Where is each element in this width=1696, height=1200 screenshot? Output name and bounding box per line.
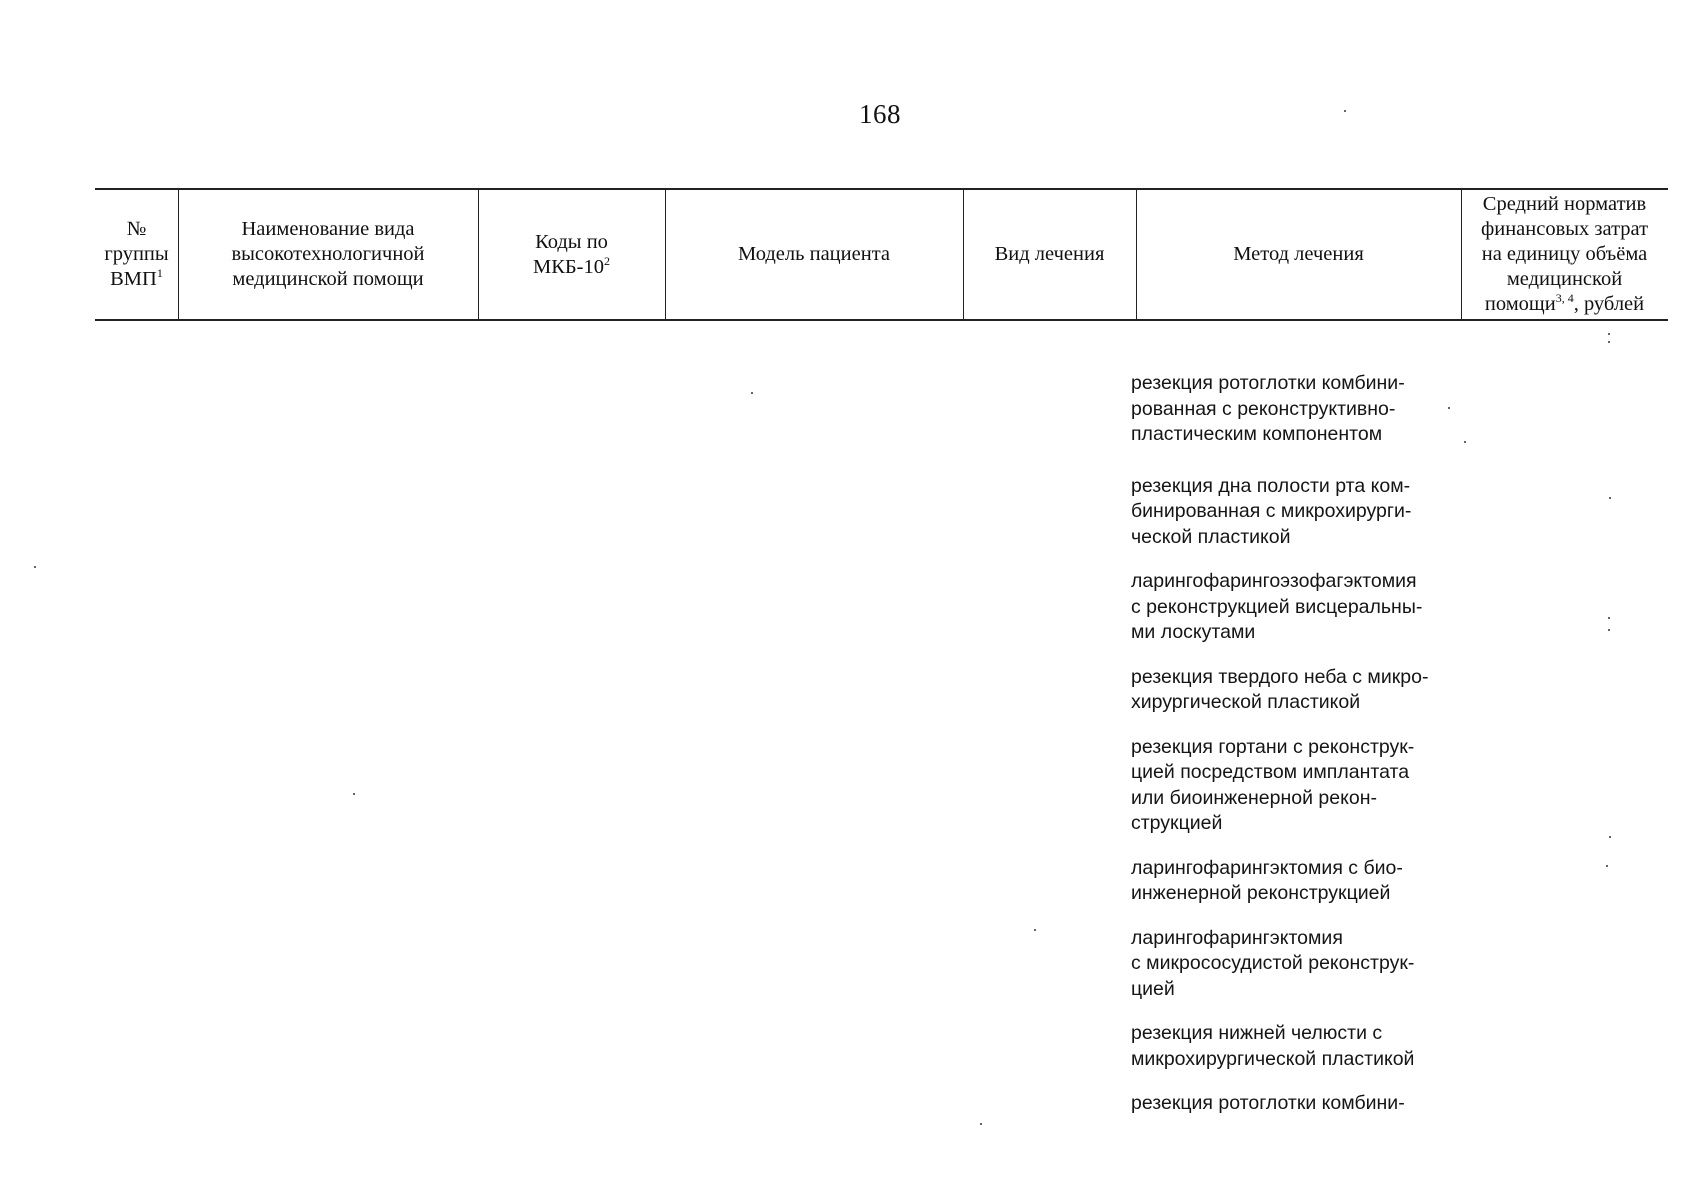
- page-number: 168: [859, 99, 901, 129]
- treatment-method-line: инженерной реконструкцией: [1131, 882, 1391, 904]
- treatment-method-line: рованная с реконструктивно-: [1131, 397, 1396, 420]
- treatment-method-line: ларингофарингэктомия с био-: [1131, 856, 1403, 879]
- treatment-method-item: [1131, 569, 1471, 646]
- header-text-line: [1481, 292, 1648, 317]
- header-text: МКБ-10: [533, 255, 604, 278]
- header-text-line: группы: [104, 243, 169, 265]
- treatment-method-line: ческой пластикой: [1131, 525, 1291, 548]
- header-patient-model: [665, 190, 963, 319]
- header-text-line: [104, 267, 168, 292]
- scan-speck: [1609, 497, 1611, 499]
- treatment-method-line: струкцией: [1131, 812, 1223, 834]
- scan-speck: [1464, 441, 1466, 443]
- header-icd10-codes: [478, 190, 665, 319]
- scan-speck: [1608, 629, 1610, 631]
- scan-speck: [353, 793, 355, 795]
- header-treatment-type: [963, 190, 1136, 319]
- treatment-method-item: [1131, 735, 1471, 837]
- treatment-method-list: [1131, 371, 1471, 1117]
- scan-speck: [980, 1123, 982, 1125]
- treatment-method-line: или биоинженерной рекон-: [1131, 786, 1377, 809]
- treatment-method-line: резекция ротоглотки комбини-: [1131, 1092, 1405, 1114]
- treatment-method-line: ми лоскутами: [1131, 621, 1256, 643]
- treatment-method-line: резекция гортани с реконструк-: [1131, 735, 1415, 758]
- treatment-method-item: [1131, 474, 1471, 551]
- treatment-method-line: хирургической пластикой: [1131, 691, 1361, 713]
- treatment-method-line: пластическим компонентом: [1131, 423, 1383, 445]
- treatment-method-item: [1131, 926, 1471, 1003]
- scan-speck: [34, 566, 36, 568]
- scan-speck: [1034, 929, 1036, 931]
- treatment-method-line: с микрососудистой реконструк-: [1131, 952, 1415, 974]
- header-text-line: высокотехнологичной: [231, 243, 425, 265]
- scan-speck: [751, 392, 753, 394]
- treatment-method-line: резекция дна полости рта ком-: [1131, 474, 1411, 497]
- scan-speck: [1606, 865, 1608, 867]
- header-treatment-type-label: Вид лечения: [994, 243, 1105, 265]
- treatment-method-line: резекция нижней челюсти с: [1131, 1022, 1383, 1044]
- scan-speck: [1608, 617, 1610, 619]
- scan-speck: [1448, 407, 1450, 409]
- header-text-line: Наименование вида: [241, 218, 415, 240]
- scan-speck: [1344, 110, 1346, 112]
- scan-speck: [1608, 333, 1610, 335]
- header-text-line: Коды по: [535, 230, 608, 253]
- header-treatment-method-label: Метод лечения: [1233, 243, 1364, 265]
- header-average-cost: [1461, 190, 1668, 319]
- header-text: , рублей: [1573, 293, 1645, 315]
- header-text-line: медицинской: [1506, 268, 1623, 290]
- header-text-line: №: [126, 218, 147, 240]
- footnote-marker: 3, 4: [1555, 291, 1574, 305]
- treatment-method-line: резекция ротоглотки комбини-: [1131, 372, 1405, 394]
- header-group-number: [95, 190, 178, 319]
- header-text-line: медицинской помощи: [232, 268, 424, 290]
- treatment-method-line: бинированная с микрохирурги-: [1131, 500, 1412, 522]
- table-header: [95, 188, 1668, 321]
- treatment-method-line: ларингофарингоэзофагэктомия: [1131, 570, 1417, 592]
- treatment-method-line: ларингофарингэктомия: [1131, 926, 1343, 949]
- treatment-method-item: [1131, 665, 1471, 716]
- treatment-method-line: цией посредством имплантата: [1131, 761, 1410, 783]
- treatment-method-line: микрохирургической пластикой: [1131, 1047, 1415, 1070]
- footnote-marker: 2: [604, 253, 610, 268]
- treatment-method-line: с реконструкцией висцеральны-: [1131, 595, 1423, 618]
- scan-speck: [1609, 836, 1611, 838]
- header-text: помощи: [1484, 293, 1556, 315]
- header-text-line: финансовых затрат: [1480, 218, 1649, 240]
- header-care-type-name: [178, 190, 478, 319]
- header-text-line: на единицу объёма: [1481, 243, 1648, 265]
- scan-speck: [1608, 341, 1610, 343]
- treatment-method-item: [1131, 371, 1471, 448]
- treatment-method-item: [1131, 1091, 1471, 1117]
- header-text: ВМП: [110, 268, 157, 290]
- header-text-line: [533, 255, 610, 280]
- header-treatment-method: [1136, 190, 1461, 319]
- footnote-marker: 1: [156, 266, 163, 280]
- header-patient-model-label: Модель пациента: [738, 243, 890, 265]
- treatment-method-line: резекция твердого неба с микро-: [1131, 665, 1429, 688]
- treatment-method-item: [1131, 856, 1471, 907]
- header-text-line: Средний норматив: [1482, 193, 1647, 215]
- treatment-method-item: [1131, 1021, 1471, 1072]
- treatment-method-line: цией: [1131, 977, 1175, 1000]
